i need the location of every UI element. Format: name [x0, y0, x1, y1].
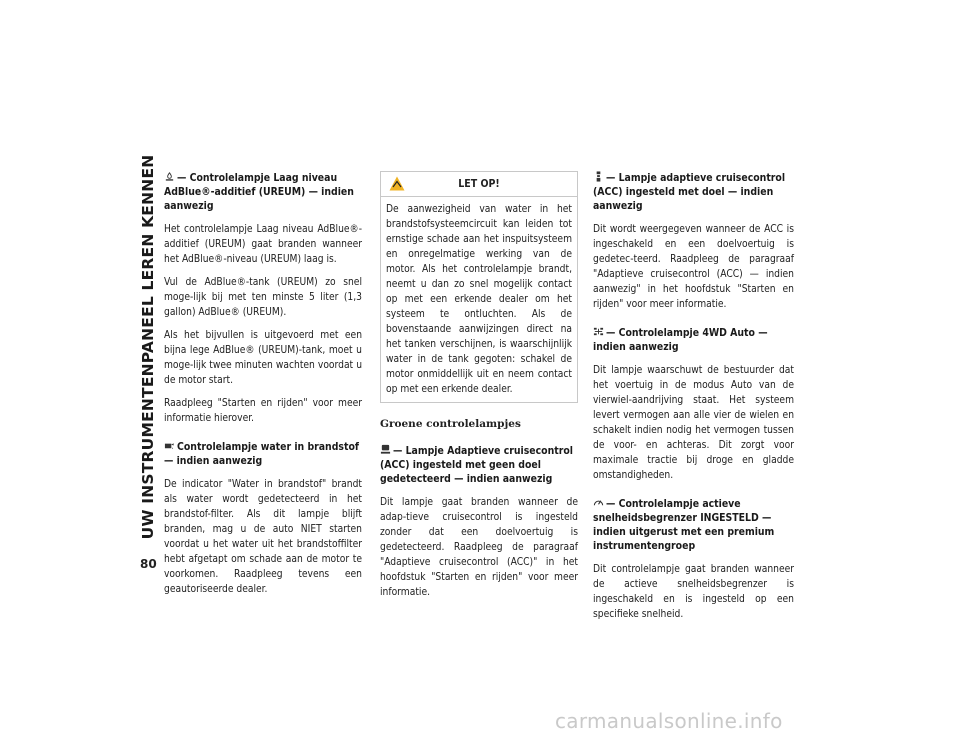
paragraph: Dit wordt weergegeven wanneer de ACC is ingeschakeld en een doelvoertuig is gedetec-teerd. Raadpleeg de paragraaf "Adaptieve cruisecontrol (ACC) — indien aanwezig" in het hoofdstuk "Starten en rijden" voor meer informatie. [593, 224, 794, 310]
paragraph: De indicator "Water in brandstof" brandt als water wordt gedetecteerd in het brandstof-filter. Als dit lampje blijft branden, mag u de auto NIET starten voordat u het water uit het brandstoffilter hebt afgetapt om schade aan de motor te voorkomen. Raadpleeg tevens een geautoriseerde dealer. [164, 479, 362, 595]
water-in-fuel-icon [164, 440, 175, 451]
section-title: Groene controlelampjes [380, 418, 521, 430]
paragraph: Dit controlelampje gaat branden wanneer de actieve snelheidsbegrenzer is ingeschakeld en is ingesteld op een specifieke snelheid. [593, 564, 794, 620]
adblue-level-icon [164, 171, 175, 182]
heading-adblue-low: — Controlelampje Laag niveau AdBlue®-additief (UREUM) — indien aanwezig [164, 172, 354, 212]
warning-text: De aanwezigheid van water in het brandstofsysteemcircuit kan leiden tot ernstige schade aan het inspuitsysteem en onregelmatige werking van de motor. Als het controlelampje brandt, neemt u dan zo snel mogelijk contact op met een erkende dealer om het systeem te ontluchten. Als de bovenstaande aanwijzingen direct na het tanken verschijnen, is waarschijnlijk water in de tank gegoten: schakel de motor onmiddellijk uit en neem contact op met een erkende dealer. [386, 204, 572, 395]
warning-title: LET OP! [458, 178, 500, 190]
heading-water-in-fuel: Controlelampje water in brandstof — indien aanwezig [164, 441, 359, 467]
speed-limiter-icon [593, 497, 604, 508]
watermark: carmanualsonline.info [555, 709, 783, 733]
heading-acc-no-target: — Lampje Adaptieve cruisecontrol (ACC) ingesteld met geen doel gedetecteerd — indien aanwezig [380, 445, 573, 485]
heading-4wd-auto: — Controlelampje 4WD Auto — indien aanwezig [593, 327, 768, 353]
paragraph: Als het bijvullen is uitgevoerd met een bijna lege AdBlue® (UREUM)-tank, moet u moge-lijk twee minuten wachten voordat u de motor start. [164, 330, 362, 386]
heading-speed-limiter: — Controlelampje actieve snelheidsbegrenzer INGESTELD — indien uitgerust met een premium instrumentengroep [593, 498, 775, 552]
left-column [164, 171, 362, 605]
warning-header [381, 172, 577, 197]
middle-column [380, 171, 578, 608]
paragraph: Dit lampje gaat branden wanneer de adap-tieve cruisecontrol is ingesteld zonder dat een doelvoertuig is gedetecteerd. Raadpleeg de paragraaf "Adaptieve cruisecontrol (ACC)" in het hoofdstuk "Starten en rijden" voor meer informatie. [380, 497, 578, 598]
page-number: 80 [140, 557, 157, 571]
paragraph: Dit lampje waarschuwt de bestuurder dat het voertuig in de modus Auto van de vierwiel-aandrijving staat. Het systeem levert vermogen aan alle vier de wielen en schakelt indien nodig het vermogen tussen de voor- en achteras. Dit zorgt voor maximale tractie bij droge en gladde omstandigheden. [593, 365, 794, 481]
4wd-auto-icon [593, 326, 604, 337]
acc-no-target-icon [380, 444, 391, 455]
paragraph: Het controlelampje Laag niveau AdBlue®-additief (UREUM) gaat branden wanneer het AdBlue®-niveau (UREUM) laag is. [164, 224, 362, 265]
paragraph: Vul de AdBlue®-tank (UREUM) zo snel moge-lijk bij met ten minste 5 liter (1,3 gallon) AdBlue® (UREUM). [164, 277, 362, 318]
warning-box [380, 171, 578, 403]
right-column [593, 171, 794, 630]
chapter-side-title: UW INSTRUMENTENPANEEL LEREN KENNEN [139, 154, 157, 540]
heading-acc-target: — Lampje adaptieve cruisecontrol (ACC) ingesteld met doel — indien aanwezig [593, 172, 786, 212]
acc-target-icon [593, 171, 604, 182]
paragraph: Raadpleeg "Starten en rijden" voor meer informatie hierover. [164, 398, 362, 424]
